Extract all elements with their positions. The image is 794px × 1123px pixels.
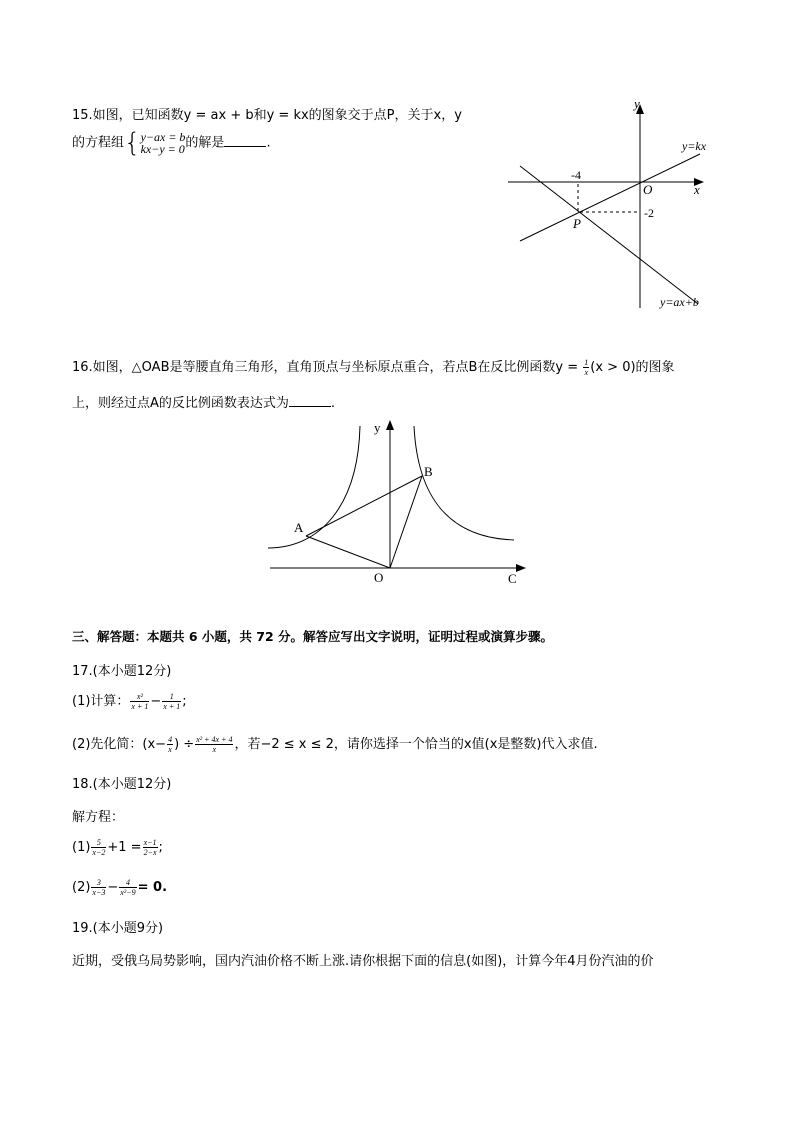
q18-p1-frac2-den: 2−x <box>143 848 157 857</box>
q16-fraction <box>583 358 589 377</box>
q17-p2-frac1-num: 4 <box>168 735 173 744</box>
q16-text-b: (x > 0)的图象 <box>590 360 675 375</box>
q16-curve-left <box>268 426 360 548</box>
q19-line1: 近期，受俄乌局势影响，国内汽油价格不断上涨.请你根据下面的信息(如图)，计算今年4月份汽油的价 <box>72 954 654 969</box>
q16-text-a: 16.如图，△OAB是等腰直角三角形，直角顶点与坐标原点重合，若点B在反比例函数y = <box>72 360 583 375</box>
q18-p2-frac2 <box>119 878 136 897</box>
q18-p2-end: = 0. <box>137 880 168 895</box>
q19-header: 19.(本小题9分) <box>72 921 164 936</box>
q17-p1-end: ; <box>182 694 187 709</box>
q18-p2-frac1 <box>91 878 106 897</box>
q18-p2-frac1-num: 3 <box>91 878 106 888</box>
q18-p1-frac2-num: x−1 <box>143 838 157 847</box>
q15-label-y: y <box>634 96 640 111</box>
section3-title: 三、解答题：本题共 6 小题，共 72 分。解答应写出文字说明，证明过程或演算步骤。 <box>72 629 554 644</box>
q18-p1-label: (1) <box>72 840 91 855</box>
q17-p1-frac2-den: x + 1 <box>163 702 181 711</box>
q18-header: 18.(本小题12分) <box>72 777 172 792</box>
q18-p2-label: (2) <box>72 880 91 895</box>
q16-label-b: B <box>424 464 433 479</box>
q18-p1-frac1-den: x−2 <box>92 848 106 857</box>
q15-suffix: 的解是 <box>185 135 225 151</box>
q16-label-y: y <box>374 420 381 435</box>
q15-label-kx: y=kx <box>682 139 707 153</box>
q17-p1-frac1-den: x + 1 <box>131 702 149 711</box>
q16-label-a: A <box>294 520 304 535</box>
q18-p2-frac1-den: x−3 <box>92 888 106 897</box>
q16-label-o: O <box>374 570 384 585</box>
q16-frac-num: 1 <box>584 358 589 367</box>
q15-brace: { <box>124 128 141 158</box>
q16-x-arrow-icon <box>516 564 526 572</box>
q17-p2-frac1-den: x <box>168 745 172 754</box>
q15-label-y-tick: -2 <box>644 206 654 220</box>
q17-p2-frac1 <box>167 735 173 754</box>
q15-line-kx <box>520 154 700 241</box>
q15-system <box>141 131 186 155</box>
q17-p1-frac2-num: 1 <box>162 692 181 702</box>
q16-line1 <box>72 356 675 377</box>
q15-answer-blank <box>224 135 266 147</box>
q15-label-x: x <box>694 182 700 197</box>
q16-curve-right <box>414 426 514 540</box>
q17-p2-frac2-num: x² + 4x + 4 <box>196 735 233 744</box>
q16-period: . <box>330 396 336 411</box>
q15-line1: 15.如图，已知函数y = ax + b和y = kx的图象交于点P，关于x，y <box>72 108 462 123</box>
q18-intro: 解方程： <box>72 810 125 825</box>
q16-answer-blank <box>289 395 331 407</box>
q17-part2 <box>72 733 598 754</box>
q17-p1-frac2 <box>162 692 181 711</box>
q18-part2 <box>72 878 167 897</box>
q17-p2-frac2 <box>195 735 233 754</box>
q18-p1-mid: +1 = <box>107 840 142 855</box>
q16-figure <box>260 416 540 588</box>
q15-eq1: y−ax = b <box>140 130 186 144</box>
q17-part1 <box>72 690 187 711</box>
q17-p1-frac1-num: x² <box>130 692 149 702</box>
q15-label-p: P <box>573 216 581 231</box>
q16-y-arrow-icon <box>386 420 394 430</box>
q15-label-x-tick: -4 <box>571 168 581 182</box>
q18-p1-frac2 <box>143 838 158 857</box>
q15-label-origin: O <box>643 182 653 197</box>
q18-p1-frac1-num: 5 <box>91 838 106 848</box>
q16-segment-oa <box>306 536 390 568</box>
q15-period: . <box>266 135 271 151</box>
q18-p1-frac1 <box>91 838 106 857</box>
q15-line2 <box>72 128 271 158</box>
q18-p1-end: ; <box>158 840 163 855</box>
q15-figure <box>500 96 730 316</box>
q16-frac-den: x <box>584 368 589 377</box>
q18-p2-minus: − <box>107 880 119 895</box>
q17-p1-minus: − <box>150 694 162 709</box>
q16-text-c: 上，则经过点A的反比例函数表达式为 <box>72 396 289 411</box>
q17-p2-div: ) ÷ <box>174 737 195 752</box>
q17-p2-frac2-den: x <box>212 745 217 754</box>
q15-eq2: kx−y = 0 <box>140 142 185 156</box>
q17-p1-label: (1)计算： <box>72 694 130 709</box>
q17-p2-rest: ，若−2 ≤ x ≤ 2，请你选择一个恰当的x值(x是整数)代入求值. <box>234 737 598 752</box>
q15-label-axb: y=ax+b <box>660 295 699 309</box>
q17-header: 17.(本小题12分) <box>72 664 172 679</box>
q18-p2-frac2-num: 4 <box>119 878 136 888</box>
q17-p1-frac1 <box>130 692 149 711</box>
q16-label-c: C <box>508 571 517 586</box>
q15-prefix: 的方程组 <box>72 135 125 151</box>
q17-p2-label: (2)先化简：(x− <box>72 737 167 752</box>
q18-p2-frac2-den: x²−9 <box>120 888 136 897</box>
q18-part1 <box>72 838 163 857</box>
q15-line-axb <box>520 166 698 304</box>
q16-line2 <box>72 392 335 411</box>
